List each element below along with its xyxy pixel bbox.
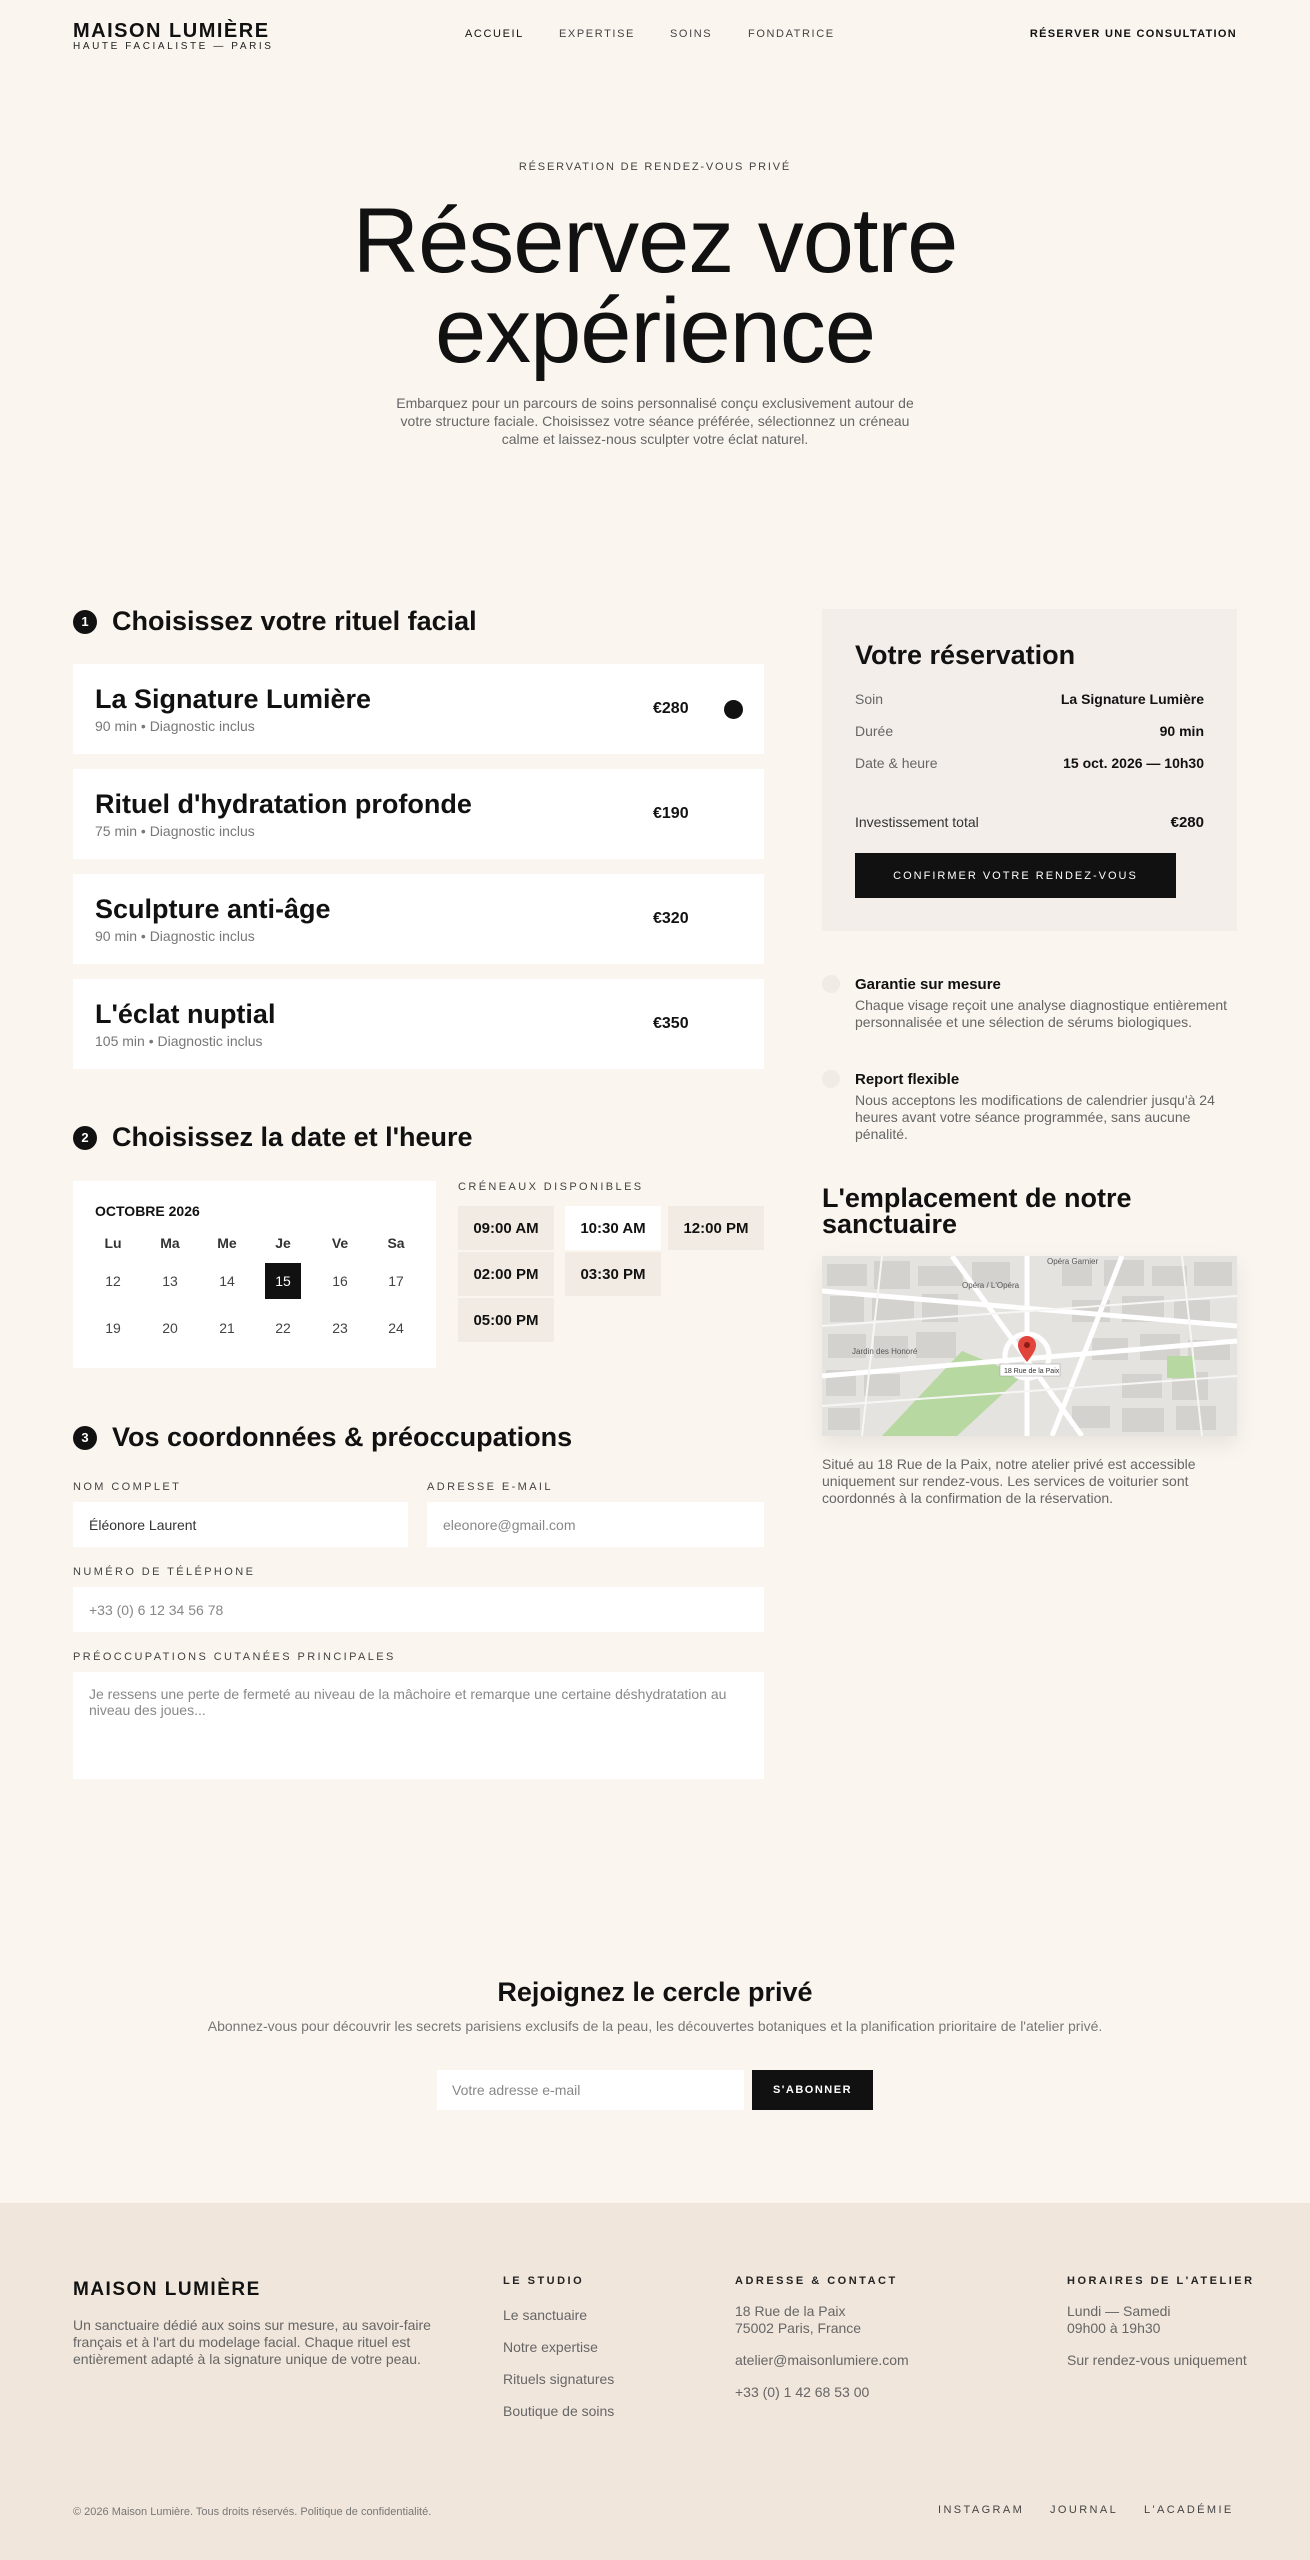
summary-value: La Signature Lumière [1060,691,1204,707]
footer-link[interactable]: Boutique de soins [503,2403,615,2419]
footer-brand: MAISON LUMIÈRE [73,2279,261,2300]
footer-contact-heading: ADRESSE & CONTACT [735,2275,898,2287]
slots-label: CRÉNEAUX DISPONIBLES [458,1181,644,1193]
concerns-label: PRÉOCCUPATIONS CUTANÉES PRINCIPALES [73,1651,396,1663]
summary-label: Soin [855,691,884,707]
footer-address-line: 75002 Paris, France [735,2320,862,2336]
step-1-title: Choisissez votre rituel facial [112,606,477,636]
guarantee-icon [822,975,840,993]
ritual-card-nuptial[interactable] [73,979,764,1069]
phone-field[interactable] [73,1587,764,1632]
step-2-title: Choisissez la date et l'heure [112,1122,473,1152]
total-value: €280 [1170,814,1204,831]
calendar-day[interactable]: 16 [332,1273,348,1289]
summary-label: Date & heure [855,755,938,771]
footer-hours-line: 09h00 à 19h30 [1067,2320,1161,2336]
phone-label: NUMÉRO DE TÉLÉPHONE [73,1566,256,1578]
time-slot[interactable]: 09:00 AM [458,1206,554,1250]
calendar-day[interactable]: 13 [162,1273,178,1289]
footer-social-instagram[interactable]: INSTAGRAM [938,2504,1025,2516]
location-text: Situé au 18 Rue de la Paix, notre atelier privé est accessible uniquement sur rendez-vous. Les services de voiturier sont coordonnés à la confirmation de la réservation. [822,1456,1196,1506]
calendar-day[interactable]: 23 [332,1320,348,1336]
step-3-heading [73,1422,572,1453]
newsletter-email-input[interactable] [437,2070,744,2110]
brand-tagline: HAUTE FACIALISTE — PARIS [73,41,274,52]
calendar-day[interactable]: 20 [162,1320,178,1336]
nav-fondatrice[interactable]: FONDATRICE [748,28,835,40]
footer-studio-heading: LE STUDIO [503,2275,585,2287]
selected-radio-icon[interactable] [724,700,743,719]
time-slot[interactable]: 12:00 PM [668,1206,764,1250]
ritual-name: La Signature Lumière [95,684,372,714]
ritual-name: L'éclat nuptial [95,999,276,1029]
name-label: NOM COMPLET [73,1481,182,1493]
time-slot[interactable]: 02:00 PM [458,1252,554,1296]
map-label: Jardin des Honoré [852,1347,918,1356]
calendar [73,1181,436,1368]
weekday-label: Lu [104,1235,122,1251]
feature-title: Garantie sur mesure [855,976,1001,993]
weekday-label: Sa [387,1235,405,1251]
ritual-card-hydratation[interactable] [73,769,764,859]
hero-subtitle: Embarquez pour un parcours de soins personnalisé conçu exclusivement autour de votre structure faciale. Choisissez votre séance préférée, sélectionnez un créneau calme et laissez-nous sculpter votre éclat naturel. [396,395,914,447]
calendar-day[interactable]: 17 [388,1273,404,1289]
summary-label: Durée [855,723,894,739]
calendar-day[interactable]: 22 [275,1320,291,1336]
calendar-icon [822,1070,840,1088]
step-2-number: 2 [73,1126,97,1150]
footer-copyright: © 2026 Maison Lumière. Tous droits réservés. Politique de confidentialité. [73,2506,432,2518]
step-3-title: Vos coordonnées & préoccupations [112,1422,573,1452]
weekday-label: Je [275,1235,291,1251]
book-consultation-link[interactable]: RÉSERVER UNE CONSULTATION [1029,28,1237,40]
calendar-day[interactable]: 19 [105,1320,121,1336]
footer-phone-link[interactable]: +33 (0) 1 42 68 53 00 [735,2384,870,2400]
ritual-card-sculpture[interactable] [73,874,764,964]
feature-title: Report flexible [855,1071,960,1088]
summary-title: Votre réservation [855,640,1076,670]
ritual-name: Sculpture anti-âge [95,894,331,924]
calendar-day[interactable]: 24 [388,1320,404,1336]
ritual-name: Rituel d'hydratation profonde [95,789,472,819]
newsletter-title: Rejoignez le cercle privé [497,1977,813,2007]
time-slot[interactable]: 03:30 PM [565,1252,661,1296]
step-1-number: 1 [73,610,97,634]
footer-hours-line: Lundi — Samedi [1067,2303,1171,2319]
email-label: ADRESSE E-MAIL [427,1481,553,1493]
weekday-label: Me [217,1235,237,1251]
location-title: L'emplacement de notre sanctuaire [822,1183,1132,1239]
ritual-card-signature[interactable] [73,664,764,754]
footer-link[interactable]: Notre expertise [503,2339,598,2355]
footer-social-academie[interactable]: L'ACADÉMIE [1144,2504,1234,2516]
hero-title-line-1: Réservez votre [352,190,958,292]
name-field[interactable] [73,1502,408,1547]
ritual-price: €190 [653,805,689,822]
email-field[interactable] [427,1502,764,1547]
booking-summary [822,609,1237,931]
calendar-month: OCTOBRE 2026 [95,1203,200,1219]
hero-eyebrow: RÉSERVATION DE RENDEZ-VOUS PRIVÉ [518,161,792,173]
ritual-meta: 75 min • Diagnostic inclus [95,823,255,839]
calendar-day[interactable]: 12 [105,1273,121,1289]
map-graphic [822,1256,1237,1436]
step-1-heading [73,606,477,637]
nav-soins[interactable]: SOINS [670,28,713,40]
map-label: Opéra Garnier [1047,1257,1099,1266]
ritual-meta: 90 min • Diagnostic inclus [95,718,255,734]
nav-accueil[interactable]: ACCUEIL [465,28,524,40]
confirm-button[interactable]: CONFIRMER VOTRE RENDEZ-VOUS [855,853,1176,898]
ritual-meta: 90 min • Diagnostic inclus [95,928,255,944]
footer-social-journal[interactable]: JOURNAL [1050,2504,1119,2516]
summary-value: 15 oct. 2026 — 10h30 [1063,755,1204,771]
step-2-heading [73,1122,473,1153]
footer-hours-note: Sur rendez-vous uniquement [1067,2352,1247,2368]
calendar-day[interactable]: 21 [219,1320,235,1336]
map-label: Opéra / L'Opéra [962,1281,1020,1290]
nav-expertise[interactable]: EXPERTISE [559,28,635,40]
summary-value: 90 min [1159,723,1204,739]
hero-title [0,190,1310,382]
map-pin-label: 18 Rue de la Paix [1004,1368,1060,1375]
time-slot[interactable]: 05:00 PM [458,1298,554,1342]
ritual-price: €280 [653,700,689,717]
weekday-label: Ma [160,1235,180,1251]
weekday-label: Ve [331,1235,349,1251]
time-slot-selected[interactable]: 10:30 AM [565,1206,661,1250]
concerns-textarea[interactable] [73,1672,764,1779]
step-3-number: 3 [73,1426,97,1450]
newsletter-subtitle: Abonnez-vous pour découvrir les secrets parisiens exclusifs de la peau, les découvertes botaniques et la planification prioritaire de l'atelier privé. [207,2018,1103,2034]
footer-address-line: 18 Rue de la Paix [735,2303,846,2319]
footer-link[interactable]: Le sanctuaire [503,2307,588,2323]
location-map[interactable] [822,1256,1237,1436]
hero-title-line-2: expérience [434,280,876,382]
subscribe-button[interactable]: S'ABONNER [752,2070,873,2110]
calendar-day[interactable]: 14 [219,1273,235,1289]
footer-description: Un sanctuaire dédié aux soins sur mesure, au savoir-faire français et à l'art du modelage facial. Chaque rituel est entièrement adapté à la signature unique de votre peau. [73,2317,431,2367]
calendar-day-selected[interactable]: 15 [265,1263,301,1299]
feature-text: Nous acceptons les modifications de calendrier jusqu'à 24 heures avant votre séance programmée, sans aucune pénalité. [855,1092,1215,1142]
footer-hours-heading: HORAIRES DE L'ATELIER [1067,2275,1255,2287]
brand-logo[interactable]: MAISON LUMIÈRE [73,20,270,42]
footer-link[interactable]: Rituels signatures [503,2371,615,2387]
ritual-price: €350 [653,1015,689,1032]
ritual-price: €320 [653,910,689,927]
footer-email-link[interactable]: atelier@maisonlumiere.com [735,2352,909,2368]
ritual-meta: 105 min • Diagnostic inclus [95,1033,263,1049]
total-label: Investissement total [855,814,979,830]
feature-text: Chaque visage reçoit une analyse diagnostique entièrement personnalisée et une sélection de sérums biologiques. [855,997,1228,1030]
site-header [0,0,1310,70]
